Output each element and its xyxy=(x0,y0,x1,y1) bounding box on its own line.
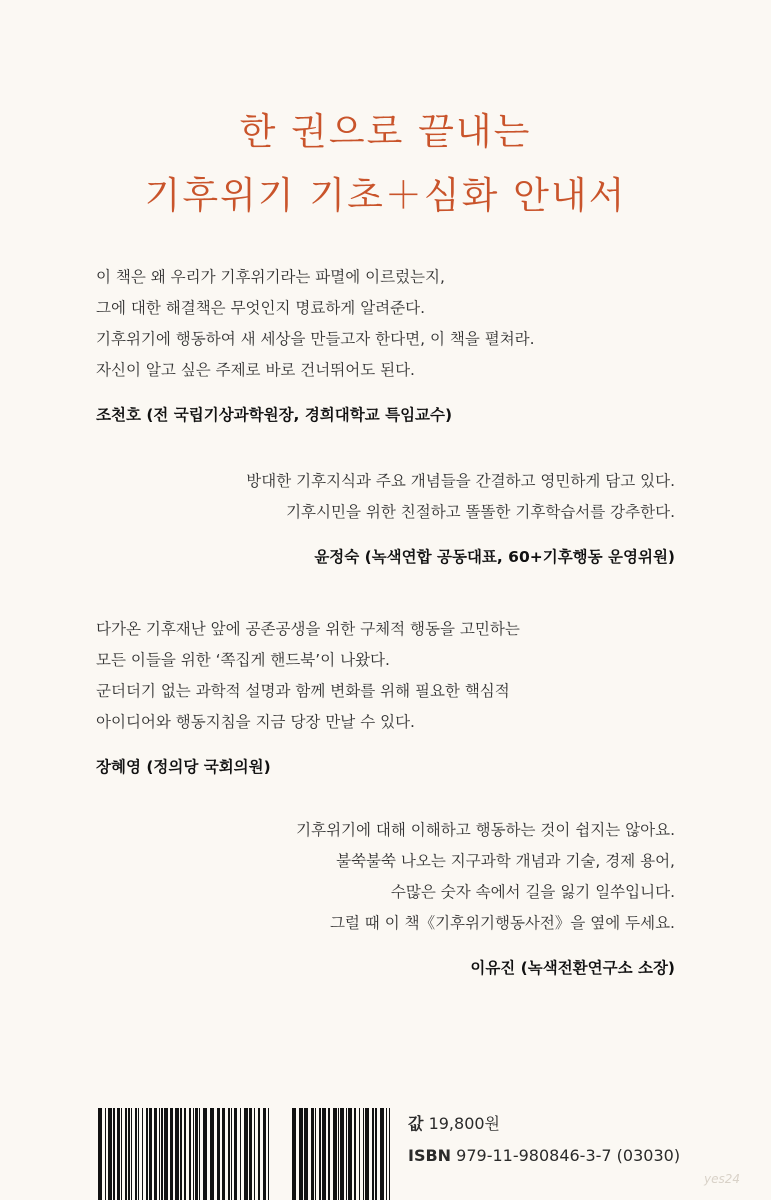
isbn-value: 979-11-980846-3-7 (03030) xyxy=(456,1146,681,1165)
blurb-line: 아이디어와 행동지침을 지금 당장 만날 수 있다. xyxy=(96,713,415,731)
barcode-bar xyxy=(154,1108,157,1200)
barcode-bar xyxy=(203,1108,207,1200)
barcode-bar xyxy=(175,1108,179,1200)
title-line-1: 한 권으로 끝내는 xyxy=(239,110,532,153)
barcode-bar xyxy=(299,1108,303,1200)
barcode-bar xyxy=(121,1108,122,1200)
barcode-bar xyxy=(240,1108,241,1200)
barcode-bar xyxy=(161,1108,163,1200)
blurb-line: 기후위기에 대해 이해하고 행동하는 것이 쉽지는 않아요. xyxy=(296,821,675,839)
barcode-bar xyxy=(372,1108,374,1200)
barcode-bar xyxy=(338,1108,339,1200)
blurb-3 xyxy=(96,614,520,783)
barcode-bar xyxy=(217,1108,220,1200)
barcode-bar xyxy=(135,1108,137,1200)
watermark-text: yes24 xyxy=(704,1172,741,1186)
barcode-bar xyxy=(322,1108,326,1200)
blurb-line: 군더더기 없는 과학적 설명과 함께 변화를 위해 필요한 핵심적 xyxy=(96,682,510,700)
blurb-line: 이 책은 왜 우리가 기후위기라는 파멸에 이르렀는지, xyxy=(96,268,445,286)
barcode-bar xyxy=(131,1108,132,1200)
barcode-bar xyxy=(292,1108,296,1200)
blurb-line: 방대한 기후지식과 주요 개념들을 간결하고 영민하게 담고 있다. xyxy=(246,472,675,490)
barcode-bar xyxy=(304,1108,308,1200)
barcode-bar xyxy=(234,1108,237,1200)
price-label: 값 xyxy=(408,1114,424,1133)
barcode-image xyxy=(96,1108,392,1200)
blurb-4 xyxy=(296,815,675,984)
barcode-bar xyxy=(346,1108,347,1200)
barcode-bar xyxy=(105,1108,106,1200)
blurb-2 xyxy=(246,466,675,573)
blurb-1 xyxy=(96,262,535,431)
barcode-bar xyxy=(244,1108,248,1200)
title-line-2: 기후위기 기초＋심화 안내서 xyxy=(144,174,627,217)
price-line xyxy=(408,1108,680,1140)
blurb-line: 모든 이들을 위한 ‘쪽집게 핸드북’이 나왔다. xyxy=(96,651,390,669)
barcode-bar xyxy=(263,1108,266,1200)
barcode-bars-left xyxy=(98,1108,269,1200)
barcode-bar xyxy=(128,1108,130,1200)
isbn-line xyxy=(408,1140,680,1172)
blurb-author: 조천호 (전 국립기상과학원장, 경희대학교 특임교수) xyxy=(96,406,453,424)
barcode-bar xyxy=(98,1108,102,1200)
barcode-bar xyxy=(258,1108,260,1200)
barcode-bar xyxy=(380,1108,384,1200)
barcode-bar xyxy=(170,1108,173,1200)
barcode-bar xyxy=(210,1108,214,1200)
barcode-bar xyxy=(254,1108,255,1200)
blurb-line: 자신이 알고 싶은 주제로 바로 건너뛰어도 된다. xyxy=(96,361,415,379)
barcode-bar xyxy=(348,1108,352,1200)
barcode-bar xyxy=(363,1108,364,1200)
barcode-bar xyxy=(228,1108,230,1200)
barcode-bar xyxy=(375,1108,377,1200)
barcode-bar xyxy=(108,1108,112,1200)
blurb-author: 장혜영 (정의당 국회의원) xyxy=(96,758,271,776)
barcode-bar xyxy=(268,1108,269,1200)
blurb-line: 그에 대한 해결책은 무엇인지 명료하게 알려준다. xyxy=(96,299,426,317)
barcode-bar xyxy=(311,1108,314,1200)
barcode-bar xyxy=(113,1108,115,1200)
barcode-bar xyxy=(354,1108,356,1200)
barcode-bar xyxy=(146,1108,148,1200)
barcode-bars-right xyxy=(292,1108,390,1200)
barcode-bar xyxy=(386,1108,387,1200)
barcode-bar xyxy=(389,1108,390,1200)
barcode-bar xyxy=(117,1108,120,1200)
barcode-bar xyxy=(315,1108,316,1200)
book-title xyxy=(0,100,771,228)
blurb-line: 그럴 때 이 책《기후위기행동사전》을 옆에 두세요. xyxy=(329,914,675,932)
barcode-bar xyxy=(340,1108,344,1200)
blurb-line: 수많은 숫자 속에서 길을 잃기 일쑤입니다. xyxy=(390,883,675,901)
barcode-bar xyxy=(159,1108,160,1200)
barcode-bar xyxy=(184,1108,186,1200)
barcode-bar xyxy=(365,1108,369,1200)
barcode-bar xyxy=(195,1108,198,1200)
barcode-bar xyxy=(142,1108,143,1200)
price-info xyxy=(408,1108,680,1172)
barcode-bar xyxy=(231,1108,232,1200)
barcode-bar xyxy=(199,1108,200,1200)
barcode-bar xyxy=(319,1108,321,1200)
barcode-bar xyxy=(222,1108,225,1200)
blurb-line: 다가온 기후재난 앞에 공존공생을 위한 구체적 행동을 고민하는 xyxy=(96,620,520,638)
barcode-bar xyxy=(180,1108,182,1200)
blurb-author: 윤정숙 (녹색연합 공동대표, 60+기후행동 운영위원) xyxy=(314,548,675,566)
barcode-bar xyxy=(193,1108,194,1200)
barcode-bar xyxy=(149,1108,152,1200)
barcode-bar xyxy=(125,1108,127,1200)
barcode-bar xyxy=(328,1108,330,1200)
blurb-line: 기후시민을 위한 친절하고 똘똘한 기후학습서를 강추한다. xyxy=(286,503,675,521)
barcode-bar xyxy=(359,1108,360,1200)
barcode-bar xyxy=(138,1108,139,1200)
barcode-bar xyxy=(333,1108,337,1200)
price-value: 19,800원 xyxy=(428,1114,501,1133)
barcode-bar xyxy=(189,1108,191,1200)
isbn-label: ISBN xyxy=(408,1146,452,1165)
blurb-line: 불쑥불쑥 나오는 지구과학 개념과 기술, 경제 용어, xyxy=(336,852,675,870)
barcode-bar xyxy=(249,1108,252,1200)
blurb-line: 기후위기에 행동하여 새 세상을 만들고자 한다면, 이 책을 펼쳐라. xyxy=(96,330,535,348)
blurb-author: 이유진 (녹색전환연구소 소장) xyxy=(470,959,675,977)
barcode-bar xyxy=(164,1108,168,1200)
